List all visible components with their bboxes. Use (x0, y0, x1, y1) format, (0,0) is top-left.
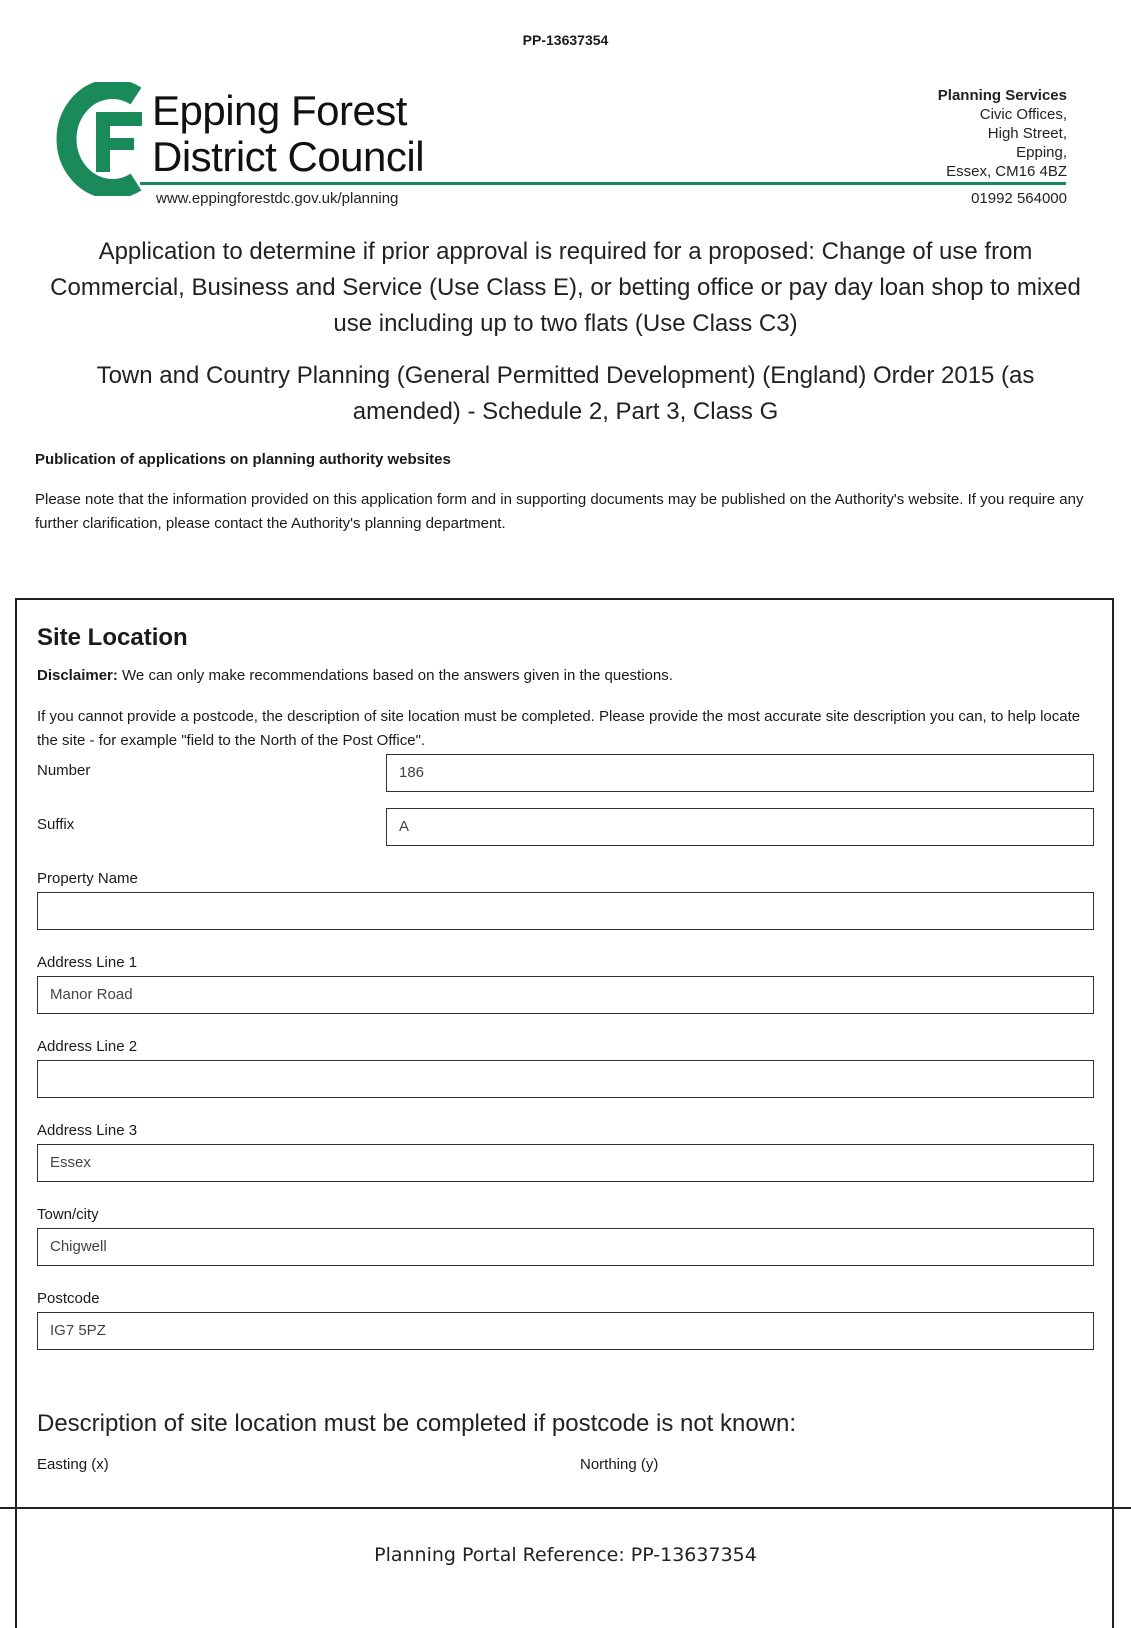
application-title: Application to determine if prior approval is required for a proposed: Change of use from Commercial, Business and Service (Use Class E), or betting office or pay day loan shop to mixed use including up to two flats (Use Class C3) (50, 238, 1081, 337)
northing-label: Northing (y) (580, 1456, 659, 1473)
number-label: Number (37, 762, 91, 779)
planning-services-address (938, 86, 1067, 181)
suffix-field[interactable]: A (386, 808, 1094, 846)
property-name-field[interactable] (37, 892, 1094, 930)
address-line-1-label: Address Line 1 (37, 954, 138, 971)
description-heading: Description of site location must be completed if postcode is not known: (37, 1410, 797, 1437)
address-line-1-field[interactable]: Manor Road (37, 976, 1094, 1014)
footer-reference: Planning Portal Reference: PP-13637354 (374, 1544, 757, 1566)
council-name (152, 88, 424, 180)
town-city-label: Town/city (37, 1206, 99, 1223)
document-reference: PP-13637354 (522, 32, 609, 48)
council-logo (52, 82, 142, 196)
disclaimer-text: We can only make recommendations based on the answers given in the questions. (117, 667, 673, 684)
address-line-2-label: Address Line 2 (37, 1038, 138, 1055)
publication-heading: Publication of applications on planning authority websites (35, 451, 451, 468)
number-field[interactable]: 186 (386, 754, 1094, 792)
disclaimer-label: Disclaimer: (37, 667, 118, 684)
suffix-label: Suffix (37, 816, 75, 833)
header-rule (140, 182, 1066, 185)
postcode-field[interactable]: IG7 5PZ (37, 1312, 1094, 1350)
address-line-3-label: Address Line 3 (37, 1122, 138, 1139)
address-line-3-field[interactable]: Essex (37, 1144, 1094, 1182)
address-line-2-field[interactable] (37, 1060, 1094, 1098)
disclaimer (37, 667, 673, 684)
council-name-line1: Epping Forest (152, 87, 407, 134)
services-title: Planning Services (937, 87, 1067, 104)
legislation-title: Town and Country Planning (General Permitted Development) (England) Order 2015 (as amended) - Schedule 2, Part 3, Class G (96, 362, 1035, 425)
easting-label: Easting (x) (37, 1456, 109, 1473)
address-line: High Street, (987, 125, 1067, 142)
postcode-note: If you cannot provide a postcode, the description of site location must be completed. Please provide the most accurate site description you can, to help locate the site - for example "field to the North of the Post Office". (37, 708, 1081, 749)
address-line: Epping, (1016, 144, 1067, 161)
property-name-label: Property Name (37, 870, 138, 887)
council-name-line2: District Council (152, 133, 425, 180)
council-website: www.eppingforestdc.gov.uk/planning (156, 190, 399, 207)
town-city-field[interactable]: Chigwell (37, 1228, 1094, 1266)
section-title: Site Location (37, 624, 188, 651)
address-line: Civic Offices, (979, 106, 1067, 123)
publication-text: Please note that the information provided on this application form and in supporting documents may be published on the Authority's website. If you require any further clarification, please contact the Authority's planning department. (35, 491, 1084, 532)
page-divider (0, 1507, 1131, 1509)
council-phone: 01992 564000 (971, 190, 1067, 207)
postcode-label: Postcode (37, 1290, 100, 1307)
address-line: Essex, CM16 4BZ (946, 163, 1067, 180)
